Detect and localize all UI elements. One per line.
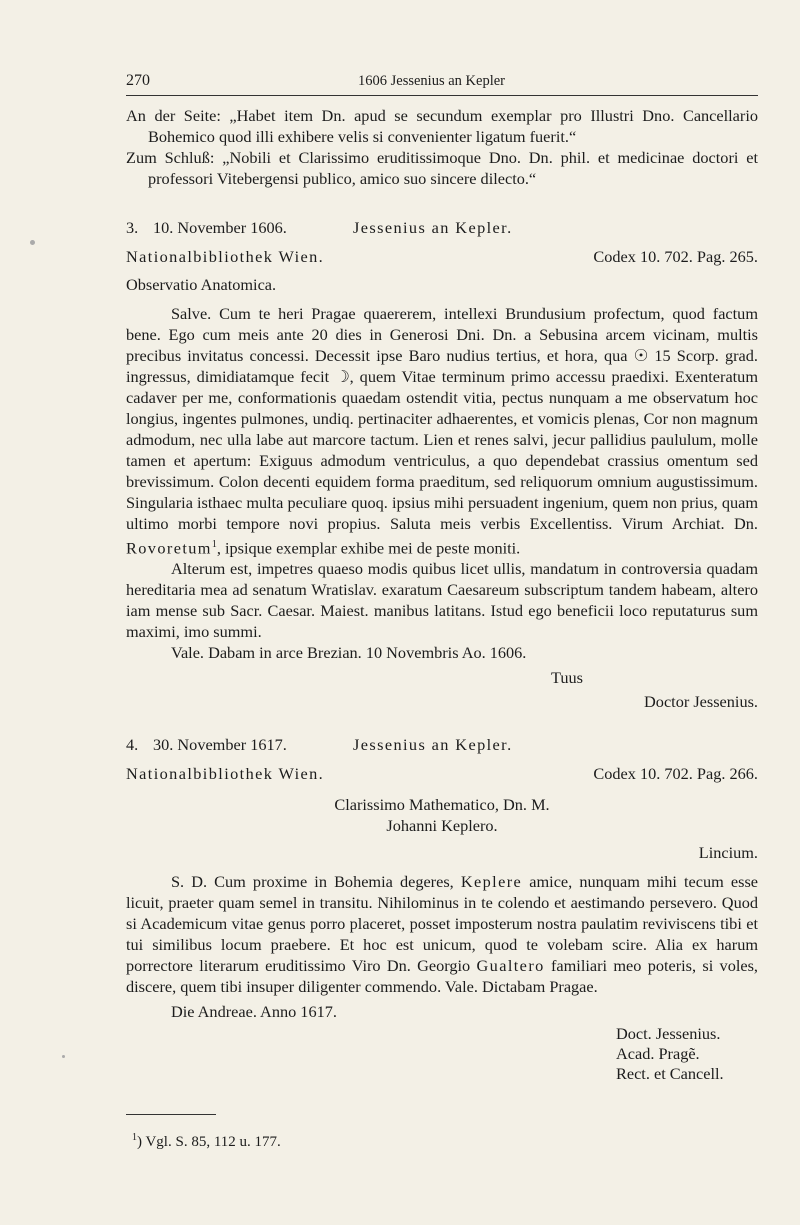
letter-4-date-line: Die Andreae. Anno 1617. — [171, 1002, 337, 1022]
paragraph-text: amice, nunquam mihi tecum esse licuit, praeter quam semel in transitu. Nihilominus in te colendo et aestimando persevero. Quod si Academicum vitae genus porro placeret, posset imposterum nostra paulatim reviviscens tibi et tui similibus locum praebere. Et hoc est unicum, quod te volebam scire. Alia ex harum porrectore literarum eruditissimo Viro Dn. Georgio — [126, 872, 759, 976]
letter-subject: Observatio Anatomica. — [126, 275, 277, 294]
library-name: Nationalbibliothek Wien. — [126, 764, 325, 784]
letter-3-source — [126, 246, 758, 267]
footnote-divider — [126, 1114, 216, 1115]
codex-reference: Codex 10. 702. Pag. 265. — [593, 247, 758, 266]
spaced-name: Keplere — [460, 872, 523, 892]
page-speck — [30, 240, 35, 245]
address-note-end: Zum Schluß: „Nobili et Clarissimo eruditissimoque Dno. Dn. phil. et medicinae doctori et professori Vitebergensi publico, amico suo sincere dilecto.“ — [126, 148, 758, 188]
letter-title: Jessenius an Kepler. — [353, 735, 513, 755]
signature-line-2: Acad. Pragẽ. — [616, 1044, 700, 1064]
address-note-side: An der Seite: „Habet item Dn. apud se secundum exemplar pro Illustri Dno. Cancellario Bohemico quod illi exhibere velis si convenienter ligatum fuerit.“ — [126, 106, 758, 146]
letter-3-paragraph-2: Alterum est, impetres quaeso modis quibus licet ullis, mandatum in controversia quadam hereditaria mea ad senatum Wratislav. exaratum Caesareum subscriptum tandem habeam, altero iam mense sub Sacr. Caesar. Maiest. manibus latitans. Istud ego beneficii loco reputaturus sum maximi, imo summi. — [126, 559, 758, 642]
letter-3-paragraph-3: Vale. Dabam in arce Brezian. 10 Novembris Ao. 1606. — [171, 643, 527, 663]
letter-number: 3. — [126, 218, 139, 237]
codex-reference: Codex 10. 702. Pag. 266. — [593, 764, 758, 784]
library-name: Nationalbibliothek Wien. — [126, 247, 325, 266]
letter-date: 30. November 1617. — [153, 735, 287, 755]
paragraph-text: Salve. Cum te heri Pragae quaererem, intellexi Brundusium profectum, quod factum bene. Ego cum meis ante 20 dies in Generosi Dni. Dn. a Sebusina arcem vicinam, multis precibus invitatus concessi. Decessit ipse Baro nudius tertius, et hora, qua ☉ 15 Scorp. grad. ingressus, dimidiatamque fecit ☽, quem Vitae terminum primo accessu praedixi. Exenteratum cadaver per me, conformationis quaedam ostendit vitia, pectus nunquam a me observatum hoc longius, ingentes pulmones, undiq. pertinaciter adhaerentes, et vomicis plenas, Cor non magnum admodum, nec ulla labe aut marcore tactum. Lien et renes salvi, jecur pallidius paululum, molle tamen et apertum: Exiguus admodum ventriculus, a quo dependebat crassius omentum sed brevissimum. Colon decenti equidem forma praeditum, sed reliquorum omnium augustissimum. Singularia isthaec multa peculiare quoq. ipsius mihi persuadent ingenium, quem non prius, quam ultimo morbi tempore novi propius. Saluta meis verbis Excellentiss. Virum Archiat. Dn. — [126, 304, 758, 533]
letter-4-source — [126, 763, 758, 784]
letter-3-paragraph-1 — [126, 303, 758, 558]
spaced-name: Gualtero — [476, 956, 545, 976]
page-number: 270 — [126, 72, 150, 89]
spaced-name: Rovoretum — [126, 538, 212, 558]
paragraph-text: , ipsique exemplar exhibe mei de peste moniti. — [216, 538, 521, 558]
footnote-marker: 1 — [132, 1132, 137, 1143]
running-header — [126, 72, 758, 96]
footnote-marker: 1 — [211, 539, 217, 550]
signature-line-1: Doct. Jessenius. — [616, 1024, 721, 1044]
letter-4-heading — [126, 734, 758, 755]
letter-date: 10. November 1606. — [153, 218, 287, 237]
paragraph-text: familiari meo poteris, si voles, discere, quem tibi insuper diligenter commendo. Vale. Dictabam Pragae. — [126, 956, 758, 997]
addressee-line-1: Clarissimo Mathematico, Dn. M. — [334, 795, 550, 815]
letter-signature: Doctor Jessenius. — [644, 692, 758, 712]
letter-title: Jessenius an Kepler. — [353, 218, 513, 237]
document-page — [126, 72, 758, 1084]
addressee-place: Lincium. — [698, 843, 758, 863]
addressee-line-2: Johanni Keplero. — [386, 816, 498, 836]
letter-4-paragraph-1 — [126, 871, 758, 997]
letter-number: 4. — [126, 735, 139, 755]
footnote-text: ) Vgl. S. 85, 112 u. 177. — [137, 1134, 281, 1150]
letter-3-heading — [126, 217, 758, 238]
letter-4-signature-block — [126, 1024, 758, 1084]
paragraph-text: S. D. Cum proxime in Bohemia degeres, — [171, 872, 461, 892]
letter-closing: Tuus — [551, 668, 583, 688]
page-speck — [62, 1055, 65, 1058]
signature-line-3: Rect. et Cancell. — [616, 1064, 724, 1084]
running-title: 1606 Jessenius an Kepler — [358, 73, 505, 89]
footnote — [132, 1132, 281, 1151]
